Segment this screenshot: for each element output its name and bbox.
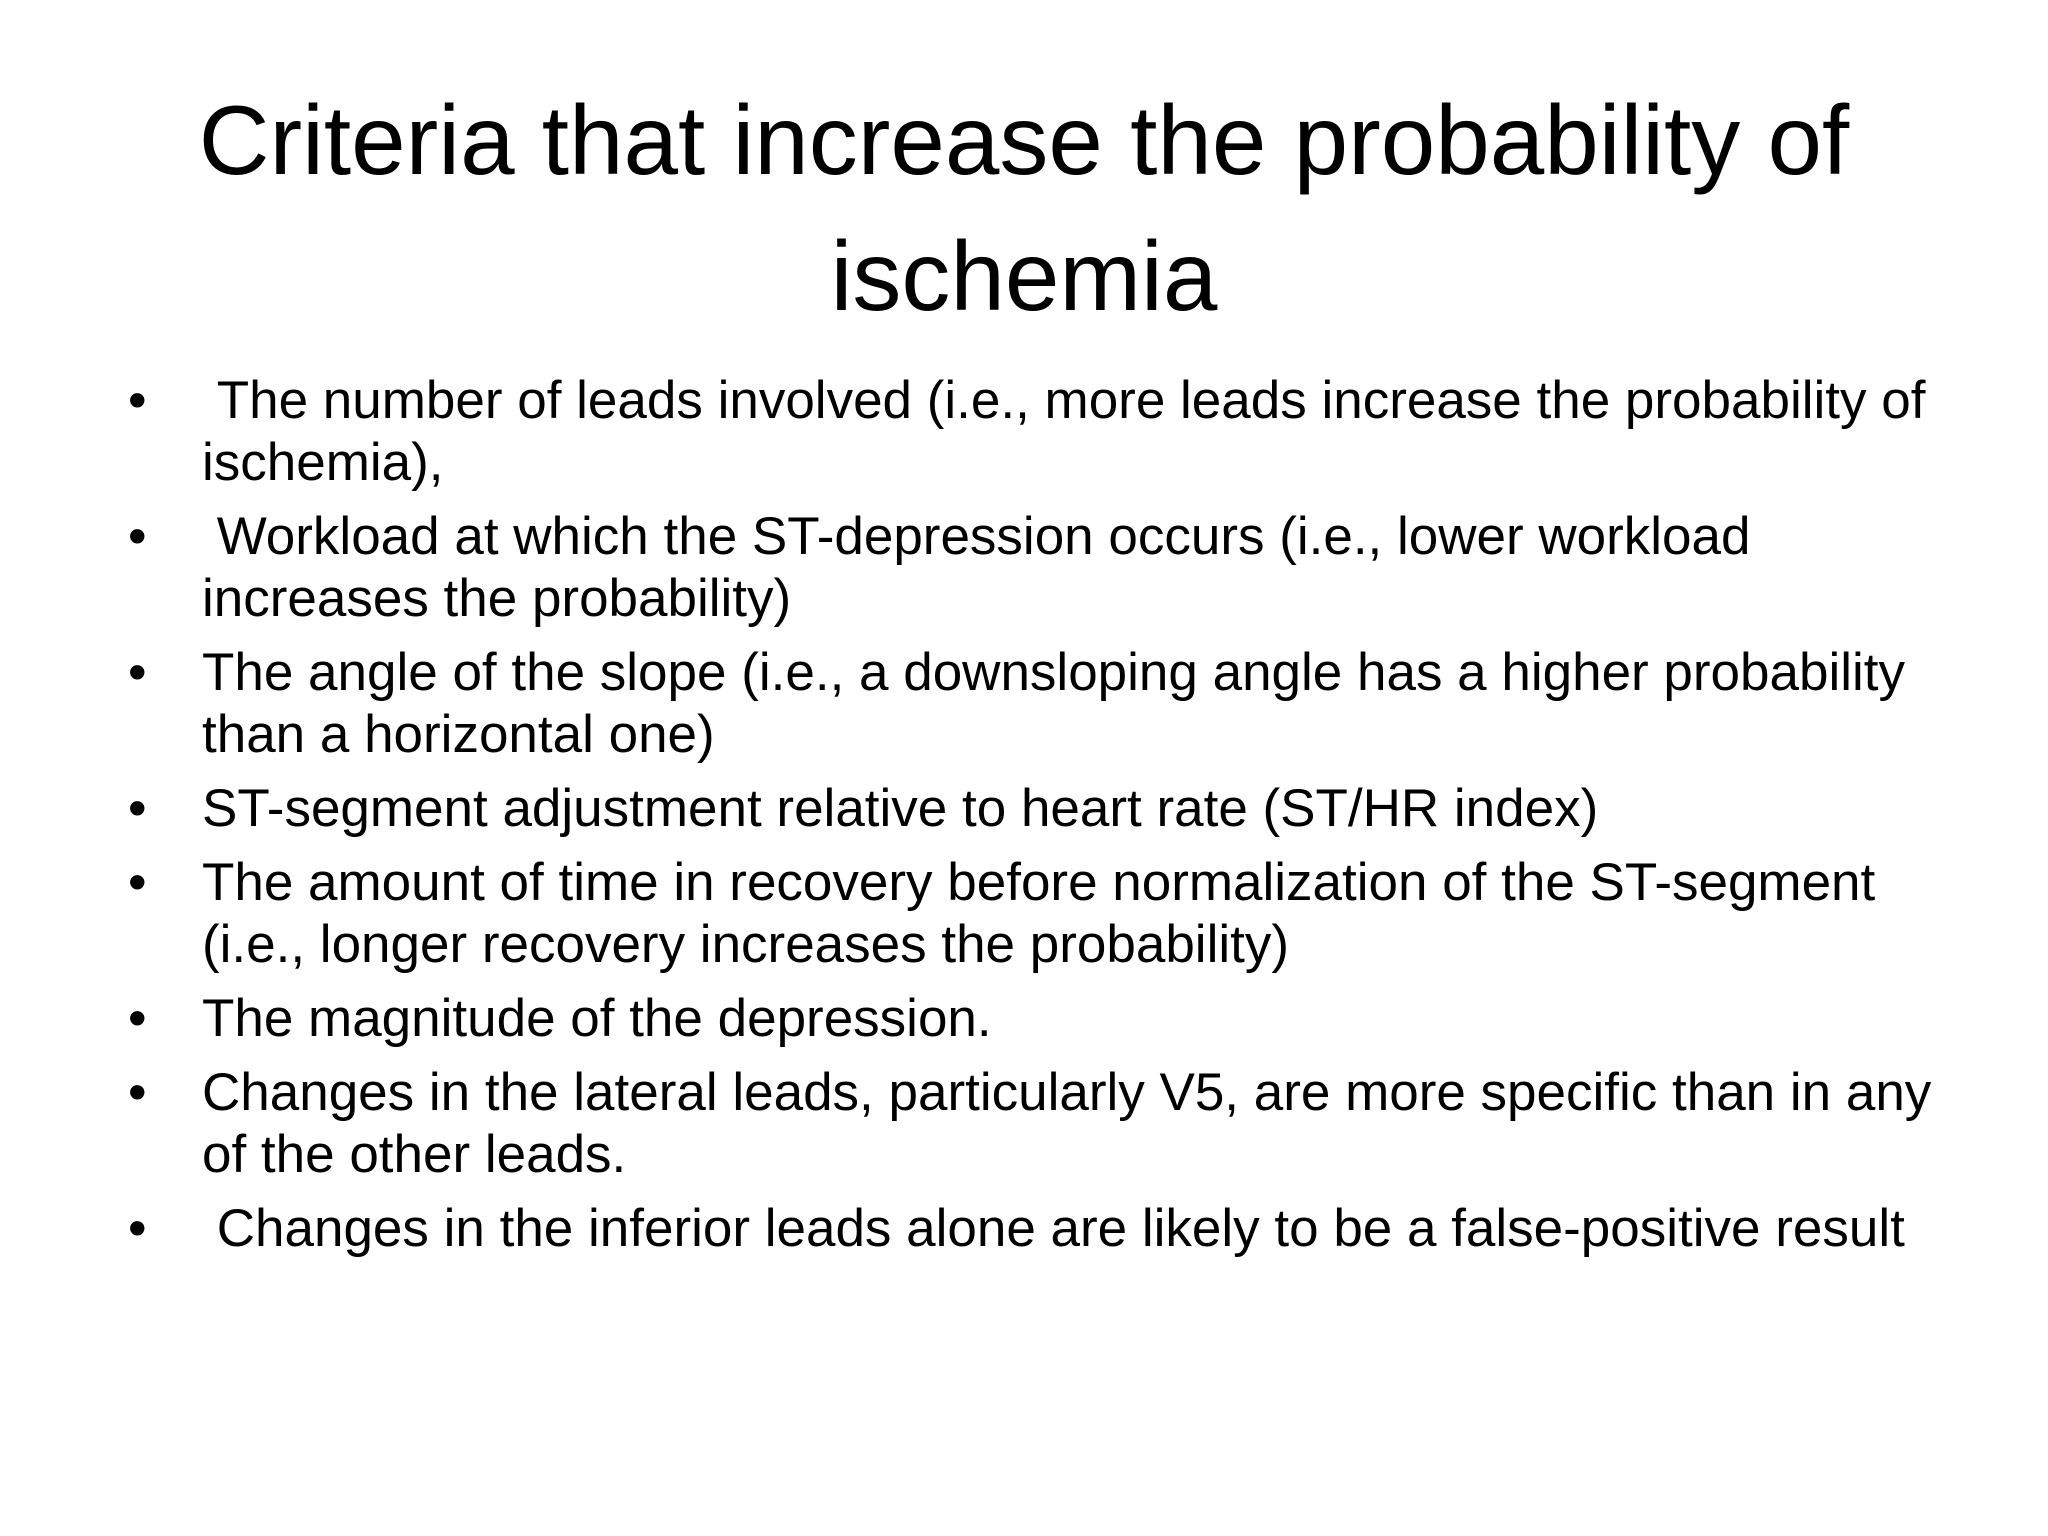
bullet-icon: •	[128, 989, 147, 1048]
bullet-text: Workload at which the ST-depression occurs (i.e., lower workload increases the probability)	[202, 507, 1766, 628]
slide-title: Criteria that increase the probability of ischemia	[198, 85, 1850, 331]
bullet-list	[128, 370, 1948, 1272]
bullet-text: Changes in the lateral leads, particularly V5, are more specific than in any of the other leads.	[202, 1063, 1932, 1184]
bullet-text: The magnitude of the depression.	[202, 989, 992, 1048]
bullet-icon: •	[128, 643, 147, 702]
bullet-text: The angle of the slope (i.e., a downsloping angle has a higher probability than a horizontal one)	[202, 643, 1906, 764]
bullet-icon: •	[128, 1063, 147, 1122]
bullet-icon: •	[128, 1199, 147, 1258]
bullet-text: Changes in the inferior leads alone are likely to be a false-positive result	[202, 1199, 1905, 1258]
bullet-icon: •	[128, 853, 147, 912]
bullet-text: ST-segment adjustment relative to heart rate (ST/HR index)	[202, 779, 1599, 838]
bullet-icon: •	[128, 371, 147, 430]
list-item	[128, 1198, 1948, 1260]
list-item	[128, 852, 1948, 976]
list-item	[128, 988, 1948, 1050]
list-item	[128, 642, 1948, 766]
list-item	[128, 370, 1948, 494]
bullet-icon: •	[128, 507, 147, 566]
list-item	[128, 778, 1948, 840]
bullet-text: The amount of time in recovery before normalization of the ST-segment (i.e., longer recovery increases the probability)	[202, 853, 1876, 974]
list-item	[128, 1062, 1948, 1186]
bullet-text: The number of leads involved (i.e., more leads increase the probability of ischemia),	[202, 371, 1941, 492]
bullet-icon: •	[128, 779, 147, 838]
list-item	[128, 506, 1948, 630]
